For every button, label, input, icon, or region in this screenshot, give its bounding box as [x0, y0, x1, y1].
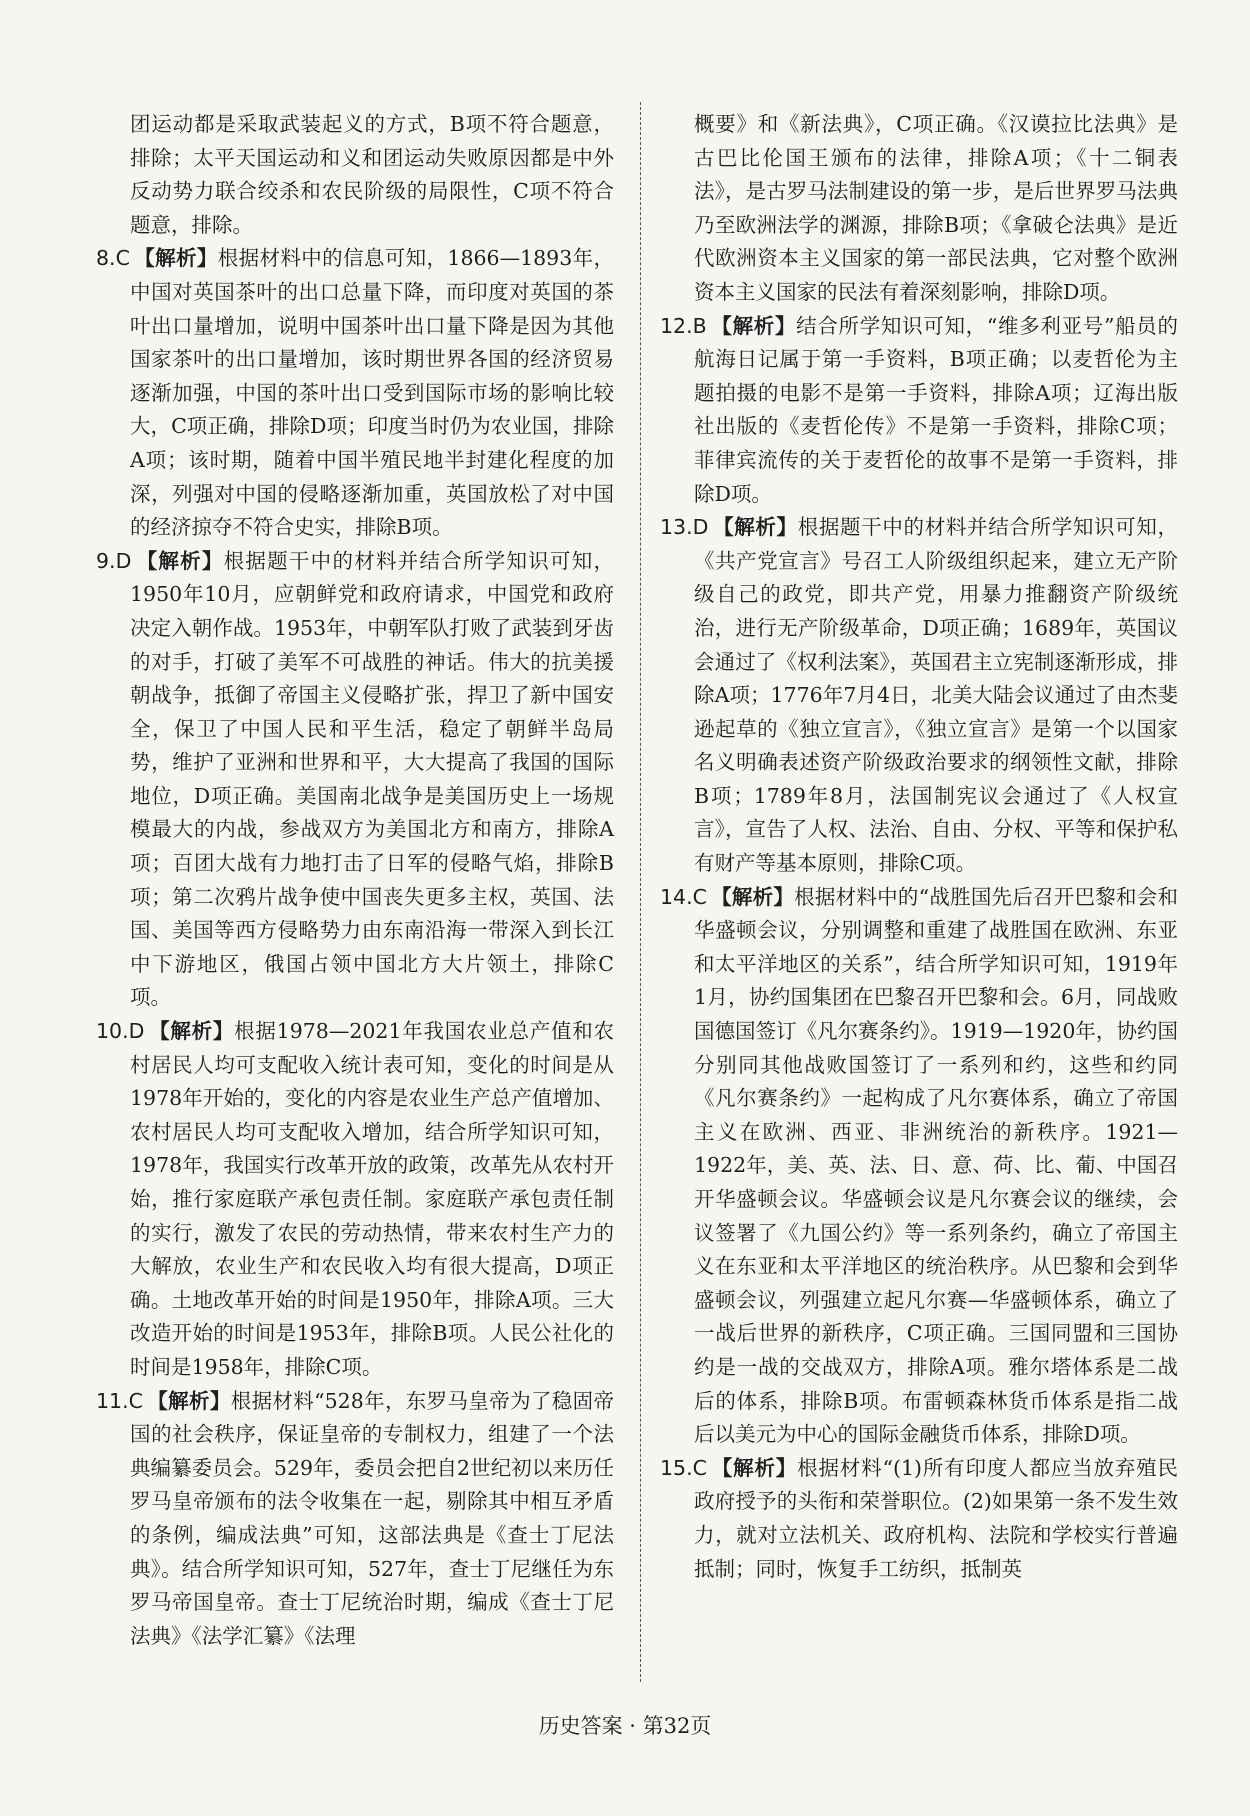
analysis-tag: 【解析】: [133, 246, 218, 271]
answer-item: [96, 545, 614, 1015]
answer-item: [660, 881, 1178, 1452]
explanation-text: 团运动都是采取武装起义的方式，B项不符合题意，排除；太平天国运动和义和团运动失败原因都是中外反动势力联合绞杀和农民阶级的局限性，C项不符合题意，排除。: [130, 112, 614, 237]
analysis-tag: 【解析】: [710, 313, 797, 338]
answer-item: [660, 511, 1178, 881]
left-column: [96, 108, 614, 1653]
analysis-tag: 【解析】: [710, 884, 795, 909]
answer-letter: D: [692, 515, 709, 540]
question-number: 9.: [96, 548, 116, 573]
continued-text: [660, 108, 1178, 310]
answer-letter: D: [115, 548, 132, 573]
explanation-text: 根据材料“(1)所有印度人都应当放弃殖民政府授予的头衔和荣誉职位。(2)如果第一条不发生效力，就对立法机关、政府机构、法院和学校实行普遍抵制；同时，恢复手工纺织，抵制英: [694, 1455, 1178, 1581]
continued-text: [96, 108, 614, 242]
page-footer: 历史答案 · 第32页: [538, 1714, 712, 1738]
question-number: 12.: [660, 313, 693, 338]
column-divider: [640, 102, 641, 1682]
answer-letter: C: [128, 1388, 143, 1413]
analysis-tag: 【解析】: [146, 1388, 231, 1413]
answer-item: [96, 1385, 614, 1654]
answer-letter: C: [115, 246, 130, 271]
explanation-text: 根据材料“528年，东罗马皇帝为了稳固帝国的社会秩序，保证皇帝的专制权力，组建了一个法典编纂委员会。529年，委员会把自2世纪初以来历任罗马皇帝颁布的法令收集在一起，剔除其中相互矛盾的条例，编成法典”可知，这部法典是《查士丁尼法典》。结合所学知识可知，527年，查士丁尼继任为东罗马帝国皇帝。查士丁尼统治时期，编成《查士丁尼法典》《法学汇纂》《法理: [130, 1388, 615, 1648]
answer-item: [660, 310, 1178, 512]
explanation-text: 概要》和《新法典》，C项正确。《汉谟拉比法典》是古巴比伦国王颁布的法律，排除A项；《十二铜表法》，是古罗马法制建设的第一步，是后世界罗马法典乃至欧洲法学的渊源，排除B项；《拿破仑法典》是近代欧洲资本主义国家的第一部民法典，它对整个欧洲资本主义国家的民法有着深刻影响，排除D项。: [694, 112, 1178, 304]
answer-letter: D: [128, 1019, 145, 1044]
explanation-text: 根据题干中的材料并结合所学知识可知，《共产党宣言》号召工人阶级组织起来，建立无产阶级自己的政党，即共产党，用暴力推翻资产阶级统治，进行无产阶级革命，D项正确；1689年，英国议会通过了《权利法案》，英国君主立宪制逐渐形成，排除A项；1776年7月4日，北美大陆会议通过了由杰斐逊起草的《独立宣言》，《独立宣言》是第一个以国家名义明确表述资产阶级政治要求的纲领性文献，排除B项；1789年8月，法国制宪议会通过了《人权宣言》，宣告了人权、法治、自由、分权、平等和保护私有财产等基本原则，排除C项。: [694, 515, 1179, 876]
question-number: 10.: [96, 1019, 129, 1044]
analysis-tag: 【解析】: [712, 515, 798, 540]
explanation-text: 根据材料中的“战胜国先后召开巴黎和会和华盛顿会议，分别调整和重建了战胜国在欧洲、东亚和太平洋地区的关系”，结合所学知识可知，1919年1月，协约国集团在巴黎召开巴黎和会。6月，同战败国德国签订《凡尔赛条约》。1919—1920年，协约国分别同其他战败国签订了一系列和约，这些和约同《凡尔赛条约》一起构成了凡尔赛体系，确立了帝国主义在欧洲、西亚、非洲统治的新秩序。1921—1922年，美、英、法、日、意、荷、比、葡、中国召开华盛顿会议。华盛顿会议是凡尔赛会议的继续，会议签署了《九国公约》等一系列条约，确立了帝国主义在东亚和太平洋地区的统治秩序。从巴黎和会到华盛顿会议，列强建立起凡尔赛—华盛顿体系，确立了一战后世界的新秩序，C项正确。三国同盟和三国协约是一战的交战双方，排除A项。雅尔塔体系是二战后的体系，排除B项。布雷顿森林货币体系是指二战后以美元为中心的国际金融货币体系，排除D项。: [694, 884, 1179, 1447]
analysis-tag: 【解析】: [710, 1455, 798, 1480]
explanation-text: 根据1978—2021年我国农业总产值和农村居民人均可支配收入统计表可知，变化的时间是从1978年开始的，变化的内容是农业生产总产值增加、农村居民人均可支配收入增加，结合所学知识可知，1978年，我国实行改革开放的政策，改革先从农村开始，推行家庭联产承包责任制。家庭联产承包责任制的实行，激发了农民的劳动热情，带来农村生产力的大解放，农业生产和农民收入均有很大提高，D项正确。土地改革开始的时间是1950年，排除A项。三大改造开始的时间是1953年，排除B项。人民公社化的时间是1958年，排除C项。: [130, 1019, 614, 1379]
answer-item: [660, 1452, 1178, 1586]
question-number: 11.: [96, 1388, 129, 1413]
right-column: [660, 108, 1178, 1586]
question-number: 15.: [660, 1455, 693, 1480]
analysis-tag: 【解析】: [148, 1019, 235, 1044]
explanation-text: 结合所学知识可知，“维多利亚号”船员的航海日记属于第一手资料，B项正确；以麦哲伦为主题拍摄的电影不是第一手资料，排除A项；辽海出版社出版的《麦哲伦传》不是第一手资料，排除C项；菲律宾流传的关于麦哲伦的故事不是第一手资料，排除D项。: [694, 313, 1178, 506]
question-number: 13.: [660, 515, 693, 540]
analysis-tag: 【解析】: [135, 548, 224, 573]
explanation-text: 根据题干中的材料并结合所学知识可知，1950年10月，应朝鲜党和政府请求，中国党和政府决定入朝作战。1953年，中朝军队打败了武装到牙齿的对手，打破了美军不可战胜的神话。伟大的抗美援朝战争，抵御了帝国主义侵略扩张，捍卫了新中国安全，保卫了中国人民和平生活，稳定了朝鲜半岛局势，维护了亚洲和世界和平，大大提高了我国的国际地位，D项正确。美国南北战争是美国历史上一场规模最大的内战，参战双方为美国北方和南方，排除A项；百团大战有力地打击了日军的侵略气焰，排除B项；第二次鸦片战争使中国丧失更多主权，英国、法国、美国等西方侵略势力由东南沿海一带深入到长江中下游地区，俄国占领中国北方大片领土，排除C项。: [130, 548, 615, 1010]
answer-letter: C: [692, 1455, 707, 1480]
answer-letter: C: [692, 884, 707, 909]
explanation-text: 根据材料中的信息可知，1866—1893年，中国对英国茶叶的出口总量下降，而印度对英国的茶叶出口量增加，说明中国茶叶出口量下降是因为其他国家茶叶的出口量增加，该时期世界各国的经济贸易逐渐加强，中国的茶叶出口受到国际市场的影响比较大，C项正确，排除D项；印度当时仍为农业国，排除A项；该时期，随着中国半殖民地半封建化程度的加深，列强对中国的侵略逐渐加重，英国放松了对中国的经济掠夺不符合史实，排除B项。: [130, 246, 615, 540]
question-number: 14.: [660, 884, 693, 909]
answer-letter: B: [692, 313, 707, 338]
question-number: 8.: [96, 246, 116, 271]
answer-item: [96, 242, 614, 544]
answer-item: [96, 1015, 614, 1385]
